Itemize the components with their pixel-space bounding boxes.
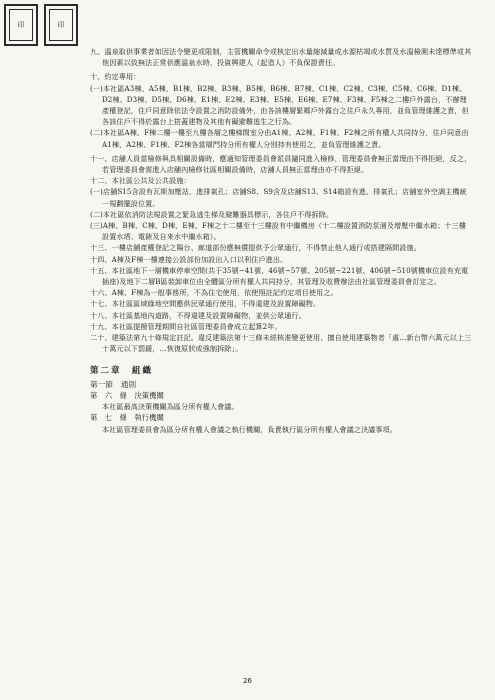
paragraph-12-3: (三)A棟、B棟、C棟、D棟、E棟、F棟之十二樓至十三樓設有中繼機房（十二樓設置消防泵浦及增壓中繼水箱；十三樓設置水塔、電錶及自來水中繼水箱）。 <box>90 221 466 242</box>
article-6-body: 本社區最高決策機關為區分所有權人會議。 <box>102 402 239 412</box>
paragraph-17: 十七、本社區區域綠地空間應供民眾通行使用，不得違建及設置障礙物。 <box>90 299 321 309</box>
paragraph-12-heading: 十二、本社區公共及公共設施： <box>90 176 191 186</box>
paragraph-20: 二十、建築法第九十條規定註記。違反建築法第十三條未經核准變更使用、擅自使用建築物者「處…新台幣六萬元以上三十萬元以下罰鍰，…恢復原狀或強制拆除」。 <box>90 333 472 354</box>
stamps <box>4 4 78 46</box>
document-body <box>90 46 472 435</box>
paragraph-11: 十一、店舖人員當檢修與具相關設備時，應通知管理委員會派員隨同進入檢修，管理委員會無正當理由不得拒絕，反之，若管理委員會需進入店舖內檢修社區相關設備時，店舖人員無正當理由亦不得拒絕。 <box>90 153 472 175</box>
seal-stamp-left: 印 <box>4 4 38 46</box>
paragraph-18: 十八、本社區基地內道路，不得違建及設置障礙物，並供公眾通行。 <box>90 310 306 320</box>
paragraph-16: 十六、A棟、F棟為一般事務所，不為住宅使用，依使照註記約定項目使用之。 <box>90 288 338 298</box>
section-title: 第一節 通則 <box>90 379 137 389</box>
page-number: 26 <box>243 677 252 685</box>
paragraph-12-2: (二)本社區依消防法規設置之緊急逃生梯及避難器具標示，各住戶不得拆除。 <box>90 209 334 219</box>
paragraph-14: 十四、A棟及F棟一樓連接公設部份加設出入口以利住戶進出。 <box>90 254 288 264</box>
article-6-heading: 第 六 條 決策機關 <box>90 390 164 400</box>
paragraph-19: 十九、本社區提撥管理期間自社區管理委員會成立起算2年。 <box>90 321 282 331</box>
paragraph-10-heading: 十、約定專用： <box>90 72 141 82</box>
article-7-body: 本社區管理委員會為區分所有權人會議之執行機關，負責執行區分所有權人會議之決議事項。 <box>102 424 397 434</box>
paragraph-13: 十三、一樓店舖產權登記之陽台、廊道部份應無償提供予公眾通行，不得禁止他人通行或搭建隔間設施。 <box>90 243 421 253</box>
seal-stamp-right: 印 <box>44 4 78 46</box>
article-7-heading: 第 七 條 執行機關 <box>90 413 164 423</box>
paragraph-10-2: (二)本社區A棟、F棟二樓一樓至九樓各層之樓梯間室分由A1棟、A2棟、F1棟、F2棟之所有權人共同持分，住戶同意由A1棟、A2棟、F1棟、F2棟各當層門持分所有權人分別持有使用之，並負管理維護之責。 <box>90 128 469 149</box>
paragraph-12-1: (一)店舖S15含設有瓦斯加壓站，進排氣孔；店舖S8、S9含及店舖S13、S14箱設有進、排氣孔；店舖室外空調主機統一規劃擺設位置。 <box>90 187 467 208</box>
paragraph-9: 九、溫泉取供事業者如因法令變更或限制，主管機關命令或核定出水量縮減量或水源枯竭或水質及水溫檢測未達標準或其他因素以致無法正常供應溫泉水時，投資興建人（起造人）不負保證責任。 <box>90 47 472 68</box>
paragraph-15: 十五、本社區地下一層機車停車空間(共于35號~41號、46號~57號、205號~221號、406號~510號機車位設有充電插座)及地下二層B區裝卸車位由全體區分所有權人共同持分，其管理及收費辦法由社區管理委員會訂定之。 <box>90 265 469 287</box>
chapter-title: 第二章 組織 <box>90 366 154 377</box>
paragraph-10-1: (一)本社區A3棟、A5棟、B1棟、B2棟、B3棟、B5棟、B6棟、B7棟、C1棟、C2棟、C3棟、C5棟、C6棟、D1棟、D2棟、D3棟、D5棟、D6棟、E1棟、E2棟、E3棟、E5棟、E6棟、E7棟、F3棟、F5棟之二樓戶外露台，不辦理產權登記，住戶同意除依法令設置之消防設備外，由各該樓層緊鄰戶外露台之住戶永久專用，並負管理維護之責，但各該住戶不得於露台上搭蓋建物及其他有礙避難逃生之行為。 <box>90 83 469 127</box>
